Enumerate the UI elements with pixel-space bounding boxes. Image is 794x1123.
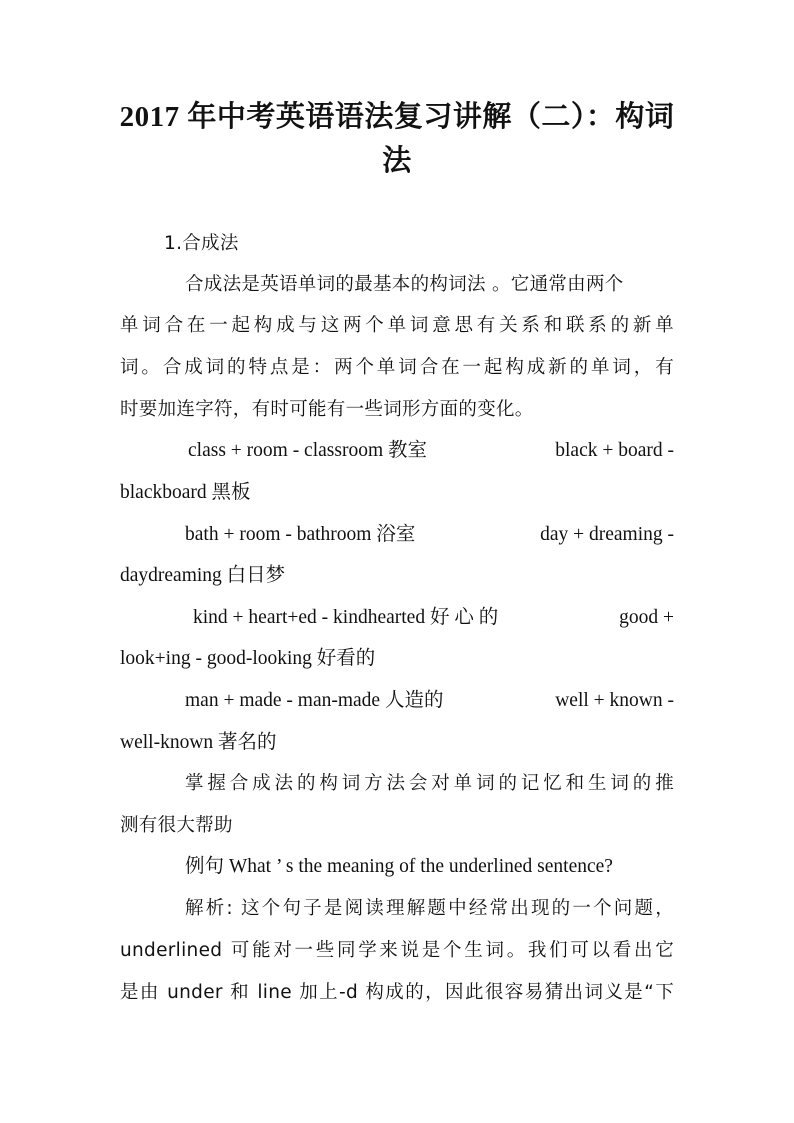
analysis-line-1: 解析: 这个句子是阅读理解题中经常出现的一个问题， [185, 898, 674, 919]
example-4-right: well + known - [555, 690, 674, 711]
example-2-right: day + dreaming - [540, 524, 674, 545]
example-2-continuation: daydreaming 白日梦 [120, 565, 286, 586]
example-1-right: black + board - [555, 440, 674, 461]
tip-line-1: 掌握合成法的构词方法会对单词的记忆和生词的推 [185, 773, 674, 794]
example-4-continuation: well-known 著名的 [120, 732, 277, 753]
analysis-line-3: 是由 under 和 line 加上-d 构成的，因此很容易猜出词义是“下 [120, 982, 674, 1003]
example-4-left: man + made - man-made 人造的 [185, 690, 444, 711]
example-sentence: 例句 What ’ s the meaning of the underlined sentence? [185, 856, 613, 877]
intro-line-2: 单词合在一起构成与这两个单词意思有关系和联系的新单 [120, 315, 674, 336]
title-line-2: 法 [382, 145, 412, 177]
title-line-1: 2017 年中考英语语法复习讲解（二）：构词 [119, 101, 675, 133]
intro-line-3: 词。合成词的特点是：两个单词合在一起构成新的单词，有 [120, 357, 674, 378]
example-row-3 [193, 605, 674, 631]
example-row-2 [185, 522, 674, 548]
example-1-continuation: blackboard 黑板 [120, 482, 251, 503]
example-3-right: good + [619, 607, 674, 628]
document-title [100, 96, 694, 138]
tip-line-2: 测有很大帮助 [120, 815, 233, 836]
example-3-left: kind + heart+ed - kindhearted 好 心 的 [193, 607, 499, 628]
example-row-1 [188, 438, 674, 464]
document-title-continued [100, 140, 694, 182]
example-row-4 [185, 688, 674, 714]
analysis-line-2: underlined 可能对一些同学来说是个生词。我们可以看出它 [120, 940, 674, 961]
example-3-continuation: look+ing - good-looking 好看的 [120, 648, 376, 669]
intro-line-1: 合成法是英语单词的最基本的构词法 。它通常由两个 [185, 274, 624, 295]
intro-line-4: 时要加连字符，有时可能有一些词形方面的变化。 [120, 399, 534, 420]
example-1-left: class + room - classroom 教室 [188, 440, 427, 461]
section-heading: 1.合成法 [164, 233, 239, 254]
example-2-left: bath + room - bathroom 浴室 [185, 524, 416, 545]
